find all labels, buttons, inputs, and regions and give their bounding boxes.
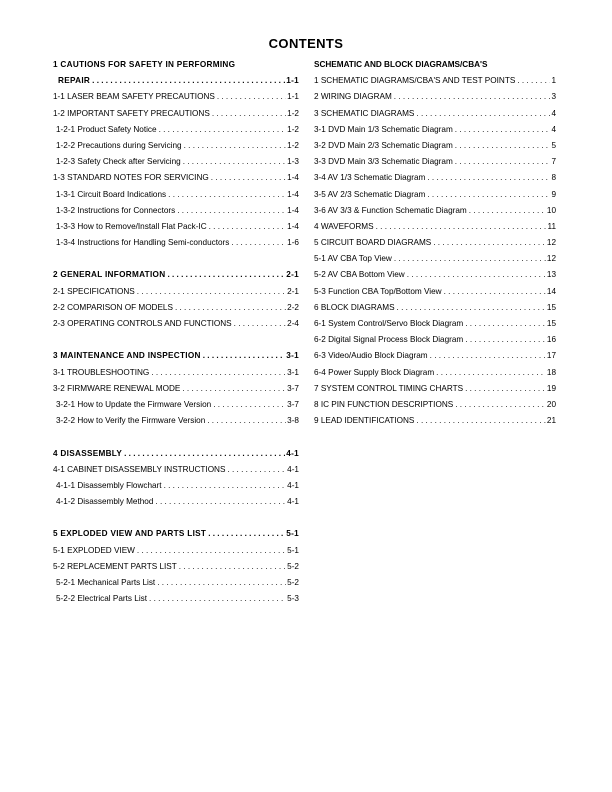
toc-page-number: 3-1: [287, 367, 299, 377]
toc-leader-dots: [394, 92, 551, 101]
toc-entry[interactable]: [314, 384, 556, 400]
toc-leader-dots: [124, 449, 285, 458]
toc-leader-dots: [455, 157, 551, 166]
toc-page-number: 5-2: [287, 561, 299, 571]
toc-section-heading[interactable]: [53, 76, 299, 92]
toc-page-number: 3-8: [287, 416, 299, 426]
toc-entry-text: 2 WIRING DIAGRAM: [314, 92, 392, 102]
toc-page-number: 1-2: [287, 140, 299, 150]
toc-heading-text: 2 GENERAL INFORMATION: [53, 270, 166, 280]
toc-page-number: 20: [546, 399, 556, 409]
toc-leader-dots: [182, 384, 286, 393]
toc-entry[interactable]: [314, 109, 556, 125]
toc-entry-text: 3-2 FIRMWARE RENEWAL MODE: [53, 383, 181, 393]
toc-entry-text: 9 LEAD IDENTIFICATIONS: [314, 416, 415, 426]
toc-page-number: 1-1: [286, 76, 299, 86]
toc-entry[interactable]: [53, 222, 299, 238]
toc-page-number: 12: [546, 254, 556, 264]
toc-leader-dots: [465, 384, 546, 393]
toc-leader-dots: [517, 76, 550, 85]
toc-entry-text: 3-5 AV 2/3 Schematic Diagram: [314, 189, 426, 199]
toc-leader-dots: [469, 206, 546, 215]
toc-heading-text: 1 CAUTIONS FOR SAFETY IN PERFORMING: [53, 60, 236, 69]
toc-entry[interactable]: [314, 238, 556, 254]
toc-entry[interactable]: [53, 287, 299, 303]
toc-leader-dots: [208, 529, 285, 538]
toc-entry[interactable]: [314, 416, 556, 432]
toc-leader-dots: [211, 173, 286, 182]
toc-page-number: 1-1: [287, 92, 299, 102]
toc-leader-dots: [203, 351, 286, 360]
toc-page-number: 4-1: [287, 480, 299, 490]
toc-leader-dots: [376, 222, 547, 231]
toc-page-number: 1-4: [287, 221, 299, 231]
toc-entry-text: 3-1 TROUBLESHOOTING: [53, 367, 150, 377]
toc-leader-dots: [159, 125, 287, 134]
toc-page-number: 3: [551, 92, 556, 102]
toc-leader-dots: [444, 287, 546, 296]
section-spacer: [53, 335, 299, 351]
toc-heading-text: 5 EXPLODED VIEW AND PARTS LIST: [53, 529, 207, 539]
section-spacer: [53, 254, 299, 270]
toc-page-number: 17: [546, 351, 556, 361]
toc-entry[interactable]: [53, 578, 299, 594]
toc-page-number: 13: [546, 270, 556, 280]
toc-leader-dots: [149, 594, 286, 603]
toc-entry-text: 4 WAVEFORMS: [314, 221, 374, 231]
toc-entry-text: 8 IC PIN FUNCTION DESCRIPTIONS: [314, 399, 454, 409]
toc-page-number: 15: [546, 319, 556, 328]
toc-page-number: 4-1: [287, 464, 299, 474]
toc-entry[interactable]: [53, 368, 299, 384]
toc-entry-text: 4-1 CABINET DISASSEMBLY INSTRUCTIONS: [53, 464, 226, 474]
section-spacer: [53, 513, 299, 529]
toc-page-number: 8: [551, 173, 556, 183]
toc-page-number: 5-1: [287, 545, 299, 555]
toc-entry-text: 6-2 Digital Signal Process Block Diagram: [314, 335, 464, 345]
toc-right-column: [314, 60, 556, 432]
toc-entry[interactable]: [314, 157, 556, 173]
toc-page-number: 1: [551, 76, 556, 86]
toc-entry[interactable]: [53, 546, 299, 562]
toc-page-number: 12: [546, 238, 556, 248]
toc-entry[interactable]: [314, 206, 556, 222]
toc-leader-dots: [407, 270, 546, 279]
toc-leader-dots: [427, 173, 550, 182]
toc-leader-dots: [151, 368, 286, 377]
toc-heading-text: REPAIR: [58, 76, 91, 86]
toc-entry-text: 5-1 EXPLODED VIEW: [53, 545, 135, 555]
toc-page-number: 2-2: [287, 302, 299, 312]
toc-leader-dots: [427, 190, 550, 199]
toc-page-number: 5-1: [286, 529, 299, 539]
toc-entry-text: 5-1 AV CBA Top View: [314, 254, 392, 264]
toc-page-number: 4-1: [287, 497, 299, 507]
toc-leader-dots: [430, 351, 546, 360]
toc-leader-dots: [183, 157, 286, 166]
toc-entry-text: 6-4 Power Supply Block Diagram: [314, 367, 435, 377]
toc-leader-dots: [416, 109, 550, 118]
toc-entry[interactable]: [314, 222, 556, 238]
toc-entry-text: 2-3 OPERATING CONTROLS AND FUNCTIONS: [53, 319, 232, 328]
toc-entry[interactable]: [53, 173, 299, 189]
toc-entry-text: 1-2-2 Precautions during Servicing: [56, 140, 182, 150]
toc-entry-text: 5 CIRCUIT BOARD DIAGRAMS: [314, 238, 432, 248]
toc-entry-text: 1-3-4 Instructions for Handling Semi-conductors: [56, 238, 230, 248]
section-spacer: [53, 432, 299, 448]
toc-entry-text: 1-3-3 How to Remove/Install Flat Pack-IC: [56, 221, 207, 231]
toc-entry[interactable]: [53, 109, 299, 125]
toc-leader-dots: [234, 319, 287, 328]
toc-leader-dots: [416, 416, 546, 425]
toc-entry-text: 5-2 AV CBA Bottom View: [314, 270, 405, 280]
toc-leader-dots: [227, 465, 286, 474]
toc-page-number: 2-4: [287, 319, 299, 328]
toc-leader-dots: [157, 578, 286, 587]
toc-entry[interactable]: [53, 416, 299, 432]
toc-entry[interactable]: [314, 303, 556, 319]
toc-entry-text: 1-2 IMPORTANT SAFETY PRECAUTIONS: [53, 108, 210, 118]
toc-leader-dots: [433, 238, 546, 247]
toc-entry-text: 5-2 REPLACEMENT PARTS LIST: [53, 561, 177, 571]
toc-entry-text: 3-2-1 How to Update the Firmware Version: [56, 399, 212, 409]
toc-page-number: 2-1: [287, 286, 299, 296]
toc-page-number: 19: [546, 383, 556, 393]
toc-leader-dots: [167, 270, 285, 279]
toc-entry-text: 4-1-2 Disassembly Method: [56, 497, 154, 507]
toc-entry[interactable]: [314, 335, 556, 351]
toc-leader-dots: [217, 92, 286, 101]
toc-entry[interactable]: [53, 157, 299, 173]
toc-page-number: 4: [551, 108, 556, 118]
toc-section-heading[interactable]: [53, 449, 299, 465]
toc-entry[interactable]: [314, 400, 556, 416]
toc-page-number: 1-3: [287, 157, 299, 167]
toc-entry-text: 1-1 LASER BEAM SAFETY PRECAUTIONS: [53, 92, 215, 102]
toc-entry[interactable]: [53, 303, 299, 319]
toc-entry[interactable]: [53, 562, 299, 578]
toc-page-number: 1-2: [287, 108, 299, 118]
toc-entry-text: 1-3 STANDARD NOTES FOR SERVICING: [53, 173, 209, 183]
toc-entry[interactable]: [314, 92, 556, 108]
toc-leader-dots: [177, 206, 286, 215]
toc-page-number: 11: [547, 221, 556, 231]
toc-leader-dots: [137, 287, 286, 296]
toc-leader-dots: [207, 416, 286, 425]
toc-leader-dots: [465, 335, 546, 344]
toc-entry[interactable]: [53, 400, 299, 416]
toc-leader-dots: [212, 109, 286, 118]
toc-page-number: 7: [551, 157, 556, 167]
toc-leader-dots: [465, 319, 546, 328]
toc-entry[interactable]: [314, 270, 556, 286]
toc-entry-text: 3-4 AV 1/3 Schematic Diagram: [314, 173, 426, 183]
toc-leader-dots: [92, 76, 285, 85]
toc-page-number: 10: [546, 205, 556, 215]
toc-entry[interactable]: [53, 319, 299, 335]
toc-page-number: 5: [551, 140, 556, 150]
toc-entry[interactable]: [53, 125, 299, 141]
toc-page-number: 3-1: [286, 351, 299, 361]
toc-heading-text: 3 MAINTENANCE AND INSPECTION: [53, 351, 201, 361]
toc-entry[interactable]: [53, 190, 299, 206]
toc-page-number: 1-6: [287, 238, 299, 248]
toc-entry-text: 1-2-1 Product Safety Notice: [56, 124, 157, 134]
toc-entry-text: 7 SYSTEM CONTROL TIMING CHARTS: [314, 383, 464, 393]
toc-entry[interactable]: [314, 125, 556, 141]
toc-section-heading: [53, 60, 299, 76]
toc-page-number: 5-3: [287, 594, 299, 604]
toc-entry[interactable]: [53, 481, 299, 497]
toc-entry-text: 3-6 AV 3/3 & Function Schematic Diagram: [314, 205, 467, 215]
toc-entry-text: 5-3 Function CBA Top/Bottom View: [314, 286, 442, 296]
toc-entry[interactable]: [53, 384, 299, 400]
toc-leader-dots: [184, 141, 287, 150]
toc-page-number: 16: [546, 335, 556, 345]
toc-leader-dots: [155, 497, 286, 506]
toc-page-number: 18: [546, 367, 556, 377]
toc-page-number: 15: [546, 302, 556, 312]
toc-page-number: 1-4: [287, 173, 299, 183]
toc-page-number: 21: [546, 416, 556, 426]
toc-entry-text: 5-2-1 Mechanical Parts List: [56, 578, 156, 587]
toc-page-number: 9: [551, 189, 556, 199]
toc-leader-dots: [455, 125, 551, 134]
toc-entry-text: 2-2 COMPARISON OF MODELS: [53, 302, 173, 312]
toc-leader-dots: [209, 222, 287, 231]
toc-entry[interactable]: [53, 465, 299, 481]
toc-entry-text: 3-2-2 How to Verify the Firmware Version: [56, 416, 206, 426]
toc-leader-dots: [164, 481, 287, 490]
toc-page-number: 4: [551, 124, 556, 134]
toc-section-heading[interactable]: [53, 529, 299, 545]
toc-entry[interactable]: [314, 76, 556, 92]
toc-leader-dots: [455, 141, 551, 150]
toc-entry-text: 5-2-2 Electrical Parts List: [56, 594, 148, 604]
toc-leader-dots: [168, 190, 286, 199]
toc-entry-text: 3-1 DVD Main 1/3 Schematic Diagram: [314, 124, 453, 134]
toc-leader-dots: [455, 400, 546, 409]
toc-entry[interactable]: [53, 594, 299, 610]
toc-left-column: [53, 60, 299, 610]
toc-heading-text: SCHEMATIC AND BLOCK DIAGRAMS/CBA'S: [314, 60, 488, 69]
toc-page-number: 3-7: [287, 383, 299, 393]
toc-entry[interactable]: [314, 254, 556, 270]
toc-leader-dots: [213, 400, 286, 409]
toc-page-number: 4-1: [286, 448, 299, 458]
toc-entry[interactable]: [53, 206, 299, 222]
toc-entry-text: 3-3 DVD Main 3/3 Schematic Diagram: [314, 157, 453, 167]
toc-entry-text: 2-1 SPECIFICATIONS: [53, 286, 135, 296]
toc-leader-dots: [394, 254, 546, 263]
toc-entry-text: 6-3 Video/Audio Block Diagram: [314, 351, 428, 361]
toc-entry[interactable]: [314, 368, 556, 384]
toc-page-number: 1-4: [287, 205, 299, 215]
toc-entry[interactable]: [314, 351, 556, 367]
toc-heading-text: 4 DISASSEMBLY: [53, 448, 123, 458]
toc-entry-text: 3 SCHEMATIC DIAGRAMS: [314, 108, 415, 118]
toc-leader-dots: [231, 238, 286, 247]
toc-section-heading[interactable]: [53, 270, 299, 286]
toc-entry[interactable]: [314, 141, 556, 157]
toc-entry-text: 4-1-1 Disassembly Flowchart: [56, 480, 162, 490]
toc-leader-dots: [137, 546, 286, 555]
toc-section-heading: [314, 60, 556, 76]
toc-entry[interactable]: [53, 92, 299, 108]
toc-page-number: 5-2: [287, 578, 299, 587]
toc-entry-text: 6-1 System Control/Servo Block Diagram: [314, 319, 464, 328]
toc-entry[interactable]: [314, 287, 556, 303]
page-title: CONTENTS: [268, 36, 344, 51]
toc-entry[interactable]: [314, 319, 556, 335]
toc-entry[interactable]: [53, 497, 299, 513]
toc-entry[interactable]: [314, 173, 556, 189]
toc-entry[interactable]: [314, 190, 556, 206]
toc-page-number: 1-2: [287, 124, 299, 134]
toc-page-number: 2-1: [286, 270, 299, 280]
toc-leader-dots: [179, 562, 286, 571]
toc-section-heading[interactable]: [53, 351, 299, 367]
toc-leader-dots: [175, 303, 286, 312]
toc-entry[interactable]: [53, 238, 299, 254]
toc-entry-text: 1-3-2 Instructions for Connectors: [56, 205, 176, 215]
toc-leader-dots: [397, 303, 546, 312]
toc-page-number: 3-7: [287, 399, 299, 409]
toc-entry[interactable]: [53, 141, 299, 157]
toc-page-number: 14: [546, 286, 556, 296]
toc-page-number: 1-4: [287, 189, 299, 199]
toc-leader-dots: [436, 368, 546, 377]
toc-entry-text: 6 BLOCK DIAGRAMS: [314, 302, 395, 312]
toc-entry-text: 1 SCHEMATIC DIAGRAMS/CBA'S AND TEST POINTS: [314, 76, 516, 86]
toc-entry-text: 1-2-3 Safety Check after Servicing: [56, 157, 181, 167]
toc-entry-text: 3-2 DVD Main 2/3 Schematic Diagram: [314, 140, 453, 150]
toc-entry-text: 1-3-1 Circuit Board Indications: [56, 189, 167, 199]
